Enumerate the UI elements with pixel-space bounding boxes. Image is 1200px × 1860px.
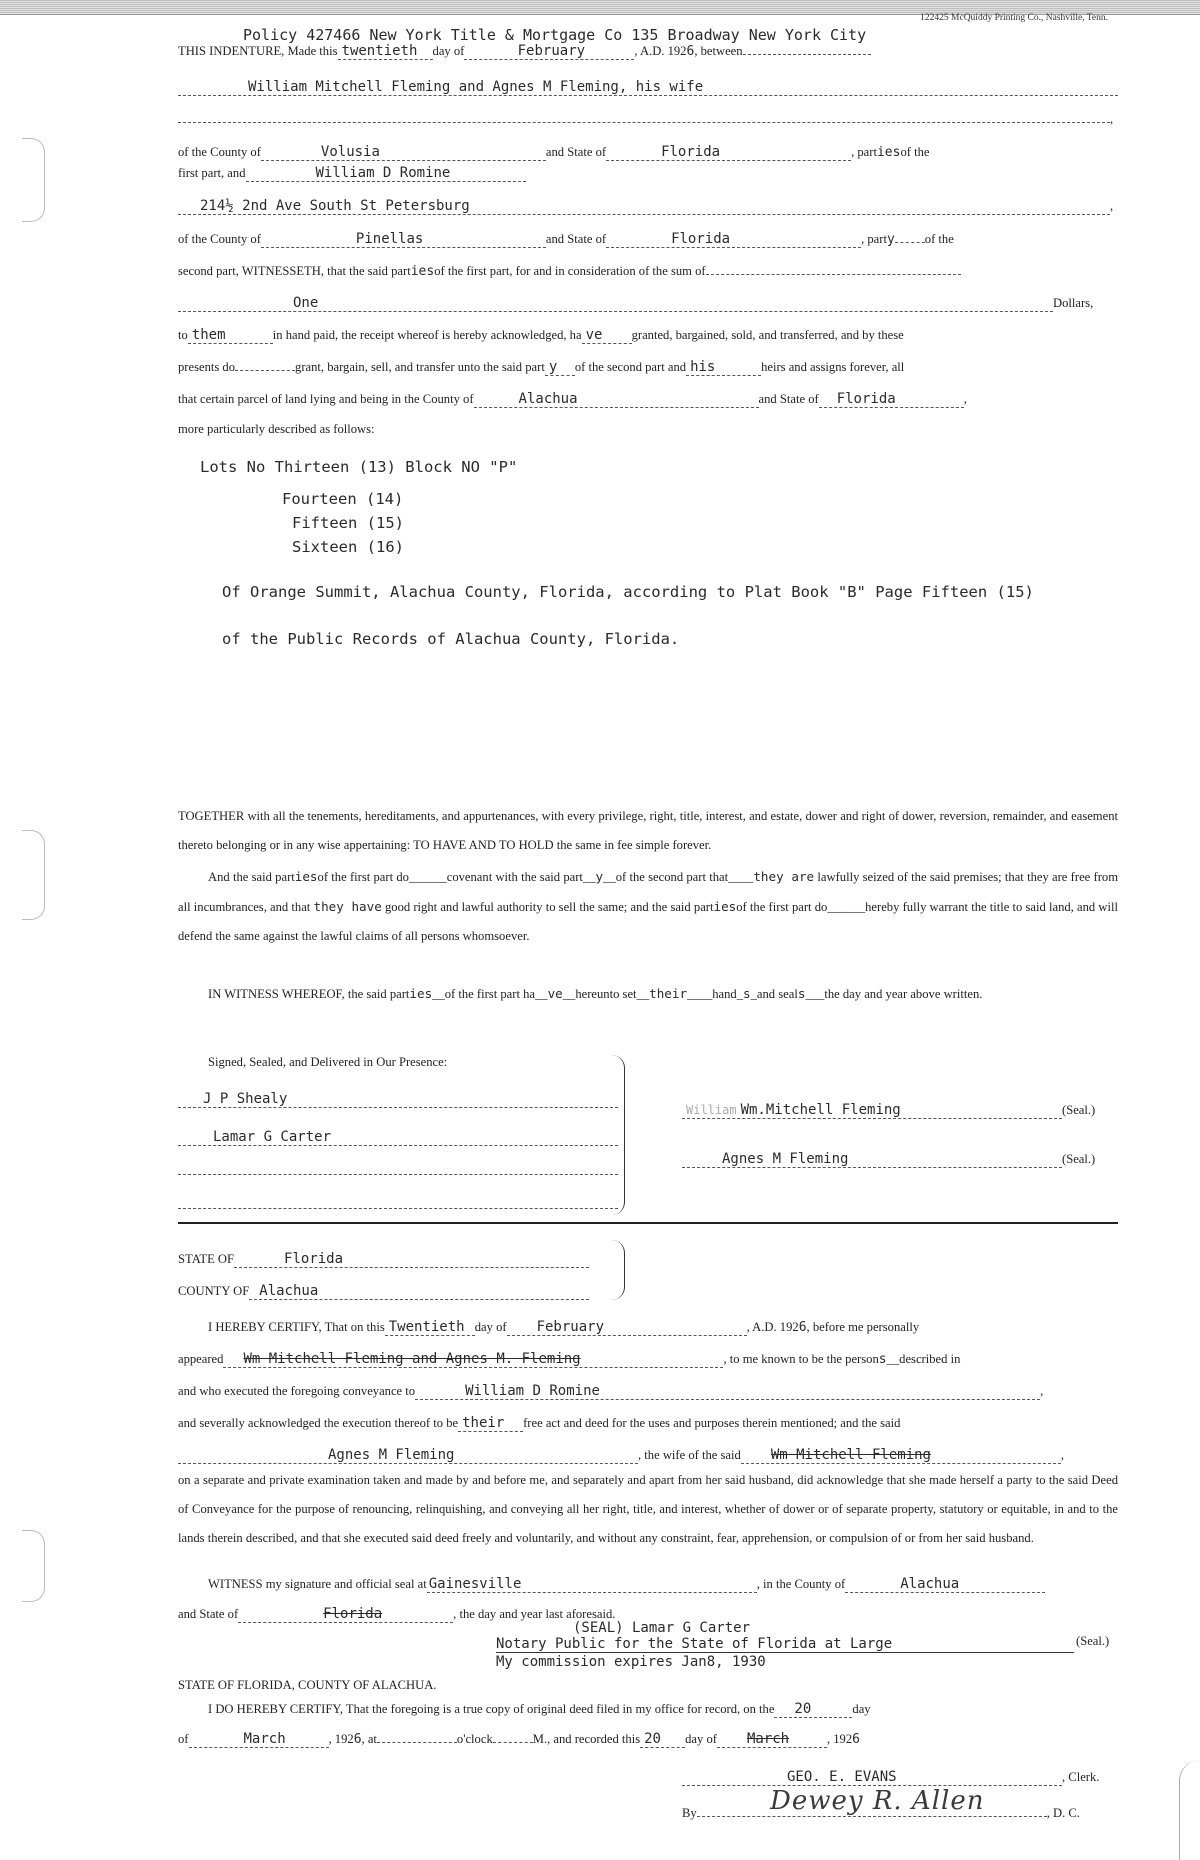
policy-line: Policy 427466 New York Title & Mortgage Co 135 Broadway New York City: [243, 26, 867, 44]
ack-appeared-line: appeared Wm Mitchell Fleming and Agnes M. Fleming , to me known to be the persons__described in: [178, 1351, 961, 1367]
clerk-line: GEO. E. EVANS , Clerk.: [682, 1768, 1118, 1786]
lot-fifteen: Fifteen (15): [292, 514, 404, 532]
witness-whereof-paragraph: IN WITNESS WHEREOF, the said parties__of the first part ha__ve__hereunto set__their____hand_s_and seals___the day and year above written.: [208, 986, 983, 1001]
witness-line-4: [178, 1196, 618, 1214]
lots-line: Lots No Thirteen (13) Block NO "P": [200, 458, 518, 476]
ack-separate-paragraph: on a separate and private examination taken and made by and before me, and separately and apart from her said husband, did acknowledge that she made herself a party to the said Deed of Conveyance for the purpose of renouncing, relinquishing, and conveying all her right, title, and interest, whether of dower or of separate property, statutory or equitable, in and to the lands therein described, and that she executed said deed freely and voluntarily, and without any constraint, fear, apprehension, or compulsion of or from her said husband.: [178, 1473, 1118, 1545]
page-corner-curl: [1179, 1760, 1200, 1860]
grantee-county-line: of the County of Pinellas and State of Florida , party of the: [178, 231, 954, 247]
signed-label: Signed, Sealed, and Delivered in Our Presence:: [208, 1055, 448, 1069]
covenant-paragraph: And the said partiesof the first part do______covenant with the said part__y__of the second part that____they are lawfully seized of the said premises; that they are free from all incumbrances, and that they have good right and lawful authority to sell the same; and the said partiesof the first part do______hereby fully warrant the title to said land, and will defend the same against the lawful claims of all persons whomsoever.: [178, 869, 1118, 943]
orange-summit-line: Of Orange Summit, Alachua County, Florida, according to Plat Book "B" Page Fifteen (15): [222, 583, 1034, 601]
sum-line: One Dollars,: [178, 294, 1118, 312]
binder-hole-mark: [22, 830, 45, 920]
grantee-address-line: 214½ 2nd Ave South St Petersburg ,: [178, 197, 1118, 215]
witness-line-1: J P Shealy: [178, 1090, 618, 1108]
ack-certify-line: I HEREBY CERTIFY, That on this Twentieth day of February , A.D. 1926, before me personally: [208, 1319, 920, 1335]
printer-imprint: 122425 McQuiddy Printing Co., Nashville, Tenn.: [920, 13, 1108, 23]
recording-state-county: STATE OF FLORIDA, COUNTY OF ALACHUA.: [178, 1678, 437, 1692]
deputy-clerk-signature: Dewey R. Allen: [770, 1786, 985, 1816]
ack-wife-line: Agnes M Fleming , the wife of the said Wm Mitchell Fleming ,: [178, 1446, 1118, 1464]
witnesseth-line: second part, WITNESSETH, that the said partiesof the first part, for and in consideration of the sum of: [178, 262, 1118, 281]
notary-title: Notary Public for the State of Florida at Large: [496, 1636, 1074, 1653]
ack-severally-line: and severally acknowledged the execution thereof to be their free act and deed for the uses and purposes therein mentioned; and the said: [178, 1415, 901, 1431]
ack-witness-line: WITNESS my signature and official seal at Gainesville , in the County of Alachua: [208, 1575, 1148, 1593]
lot-fourteen: Fourteen (14): [282, 490, 404, 508]
grantor-county-line: of the County of Volusia and State of Florida , partiesof the: [178, 144, 930, 160]
ack-brace: [612, 1240, 625, 1300]
recording-date-line: of March , 1926, at o'clock M., and recorded this 20 day of March , 1926: [178, 1731, 860, 1747]
presents-line: presents do grant, bargain, sell, and transfer unto the said part y of the second part and his heirs and assigns forever, all: [178, 359, 905, 375]
signer-line-1: William Wm.Mitchell Fleming (Seal.): [682, 1101, 1118, 1119]
public-records-line: of the Public Records of Alachua County, Florida.: [222, 630, 680, 648]
lot-sixteen: Sixteen (16): [292, 538, 404, 556]
binder-hole-mark: [22, 138, 45, 222]
notary-name: (SEAL) Lamar G Carter: [573, 1620, 751, 1636]
ack-state-line: STATE OF Florida: [178, 1250, 618, 1268]
notary-seal-label: (Seal.): [1076, 1634, 1110, 1648]
binder-hole-mark: [22, 1530, 45, 1602]
first-part-line: first part, and William D Romine: [178, 164, 1118, 182]
deputy-clerk-line: By , D. C.: [682, 1806, 1080, 1820]
receipt-line: to them in hand paid, the receipt whereof is hereby acknowledged, ha ve granted, bargained, sold, and transferred, and by these: [178, 327, 904, 343]
ack-county-line: COUNTY OF Alachua: [178, 1282, 618, 1300]
section-rule: [178, 1222, 1118, 1224]
together-paragraph: TOGETHER with all the tenements, hereditaments, and appurtenances, with every privilege, right, title, interest, and estate, dower and right of dower, reversion, remainder, and easement thereto belonging or in any wise appertaining: TO HAVE AND TO HOLD the same in fee simple forever.: [178, 809, 1118, 852]
indenture-line: THIS INDENTURE, Made this twentieth day of February , A.D. 1926, between: [178, 42, 1118, 61]
grantors-line: William Mitchell Fleming and Agnes M Fleming, his wife: [178, 78, 1118, 96]
ack-state-day-line: and State of Florida , the day and year last aforesaid.: [178, 1606, 616, 1622]
signer-line-2: Agnes M Fleming (Seal.): [682, 1150, 1118, 1168]
described-line: more particularly described as follows:: [178, 422, 375, 436]
witness-line-2: Lamar G Carter: [178, 1128, 618, 1146]
witness-line-3: [178, 1162, 618, 1180]
parcel-line: that certain parcel of land lying and being in the County of Alachua and State of Florida ,: [178, 391, 967, 407]
blank-line: ,: [178, 110, 1118, 128]
notary-commission: My commission expires Jan8, 1930: [496, 1654, 766, 1670]
signature-brace: [612, 1055, 625, 1215]
ack-executed-line: and who executed the foregoing conveyance to William D Romine ,: [178, 1383, 1044, 1399]
recording-certify-line: I DO HEREBY CERTIFY, That the foregoing is a true copy of original deed filed in my office for record, on the 20 day: [208, 1701, 871, 1717]
